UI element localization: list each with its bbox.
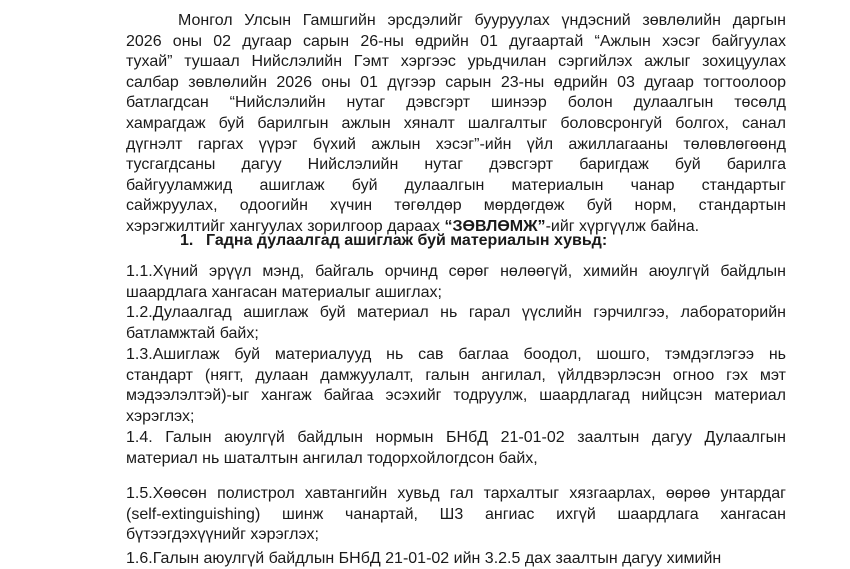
partial-line-item-1-6: 1.6.Галын аюулгүй байдлын БНбД 21-01-02 ийн 3.2.5 дах заалтын дагуу химийн	[126, 550, 722, 567]
intro-line: сайжруулах, одоогийн хүчин төгөлдөр мөрдөгдөж буй норм, стандартын	[126, 197, 786, 215]
intro-line: байгууламжид ашиглаж буй дулаалгын материалын чанар стандартыг	[126, 176, 786, 194]
intro-last-text: хэрэгжилтийг хангуулах зорилгоор дараах	[126, 217, 445, 235]
intro-line: салбар зөвлөлийн 2026 оны 01 дүгээр сарын 23-ны өдрийн 03 дугаар тогтоолоор	[126, 73, 786, 91]
section-heading	[180, 232, 607, 250]
item-line: хэрэглэх;	[126, 407, 195, 425]
item-line: 1.2.Дулаалгад ашиглаж буй материал нь гарал үүслийн гэрчилгээ, лабораторийн	[126, 304, 786, 321]
intro-line: хамрагдаж буй барилгын ажлын хяналт шалгалтыг боловсронгуй болгох, санал	[126, 114, 786, 132]
item-line: мэдээлэлтэй)-ыг хангаж байгаа эсэхийг тодруулж, шаардлагад нийцсэн материал	[126, 387, 786, 405]
intro-line: тухай” тушаал Нийслэлийн Гэмт хэргээс урьдчилан сэргийлэх ажлыг зохицуулах	[126, 53, 786, 71]
list-item	[126, 345, 786, 427]
intro-line: батлагдсан “Нийслэлийн нутаг дэвсгэрт шинээр болон дулаалгын төсөлд	[126, 94, 786, 112]
list-item	[126, 303, 786, 344]
intro-line: 2026 оны 02 дугаар сарын 26-ны өдрийн 01 дугаартай “Ажлын хэсэг байгуулах	[126, 32, 786, 50]
section-number: 1.	[180, 232, 194, 249]
intro-line: дүгнэлт гаргах үүрэг бүхий ажлын хэсэг”-ийн үйл ажиллагааны төлөвлөгөөнд	[126, 135, 786, 153]
intro-line: тусгагдсаны дагуу Нийслэлийн нутаг дэвсгэрт баригдаж буй барилга	[126, 156, 786, 174]
intro-paragraph	[126, 11, 786, 238]
section-title: Гадна дулаалгад ашиглаж буй материалын хувьд:	[206, 232, 608, 249]
intro-line: Монгол Улсын Гамшгийн эрсдэлийг бууруулах үндэсний зөвлөлийн даргын	[178, 12, 786, 29]
list-item	[126, 428, 786, 469]
item-line: шаардлага хангасан материалыг ашиглах;	[126, 283, 442, 301]
item-line: батламжтай байх;	[126, 324, 259, 342]
item-line: 1.3.Ашиглаж буй материалууд нь сав баглаа боодол, шошго, тэмдэглэгээ нь	[126, 346, 786, 363]
intro-last-tail: -ийг хүргүүлж байна.	[545, 217, 700, 235]
item-line: материал нь шаталтын ангилал тодорхойлогдсон байх,	[126, 449, 538, 467]
item-line: бүтээгдэхүүнийг хэрэглэх;	[126, 526, 319, 544]
item-line: 1.4. Галын аюулгүй байдлын нормын БНбД 21-01-02 заалтын дагуу Дулаалгын	[126, 429, 786, 446]
recommendation-emphasis: “ЗӨВЛӨМЖ”	[444, 217, 546, 235]
item-line: 1.5.Хөөсөн полистрол хавтангийн хувьд гал тархалтыг хязгаарлах, өөрөө унтардаг	[126, 485, 786, 502]
list-item	[126, 262, 786, 303]
item-line: 1.1.Хүний эрүүл мэнд, байгаль орчинд сөрөг нөлөөгүй, химийн аюулгүй байдлын	[126, 263, 786, 280]
item-line: стандарт (нягт, дулаан дамжуулалт, галын ангилал, үйлдвэрлэсэн огноо гэх мэт	[126, 366, 786, 384]
item-line: (self-extinguishing) шинж чанартай, Ш3 ангиас ихгүй шаардлага хангасан	[126, 505, 786, 523]
list-item	[126, 484, 786, 546]
